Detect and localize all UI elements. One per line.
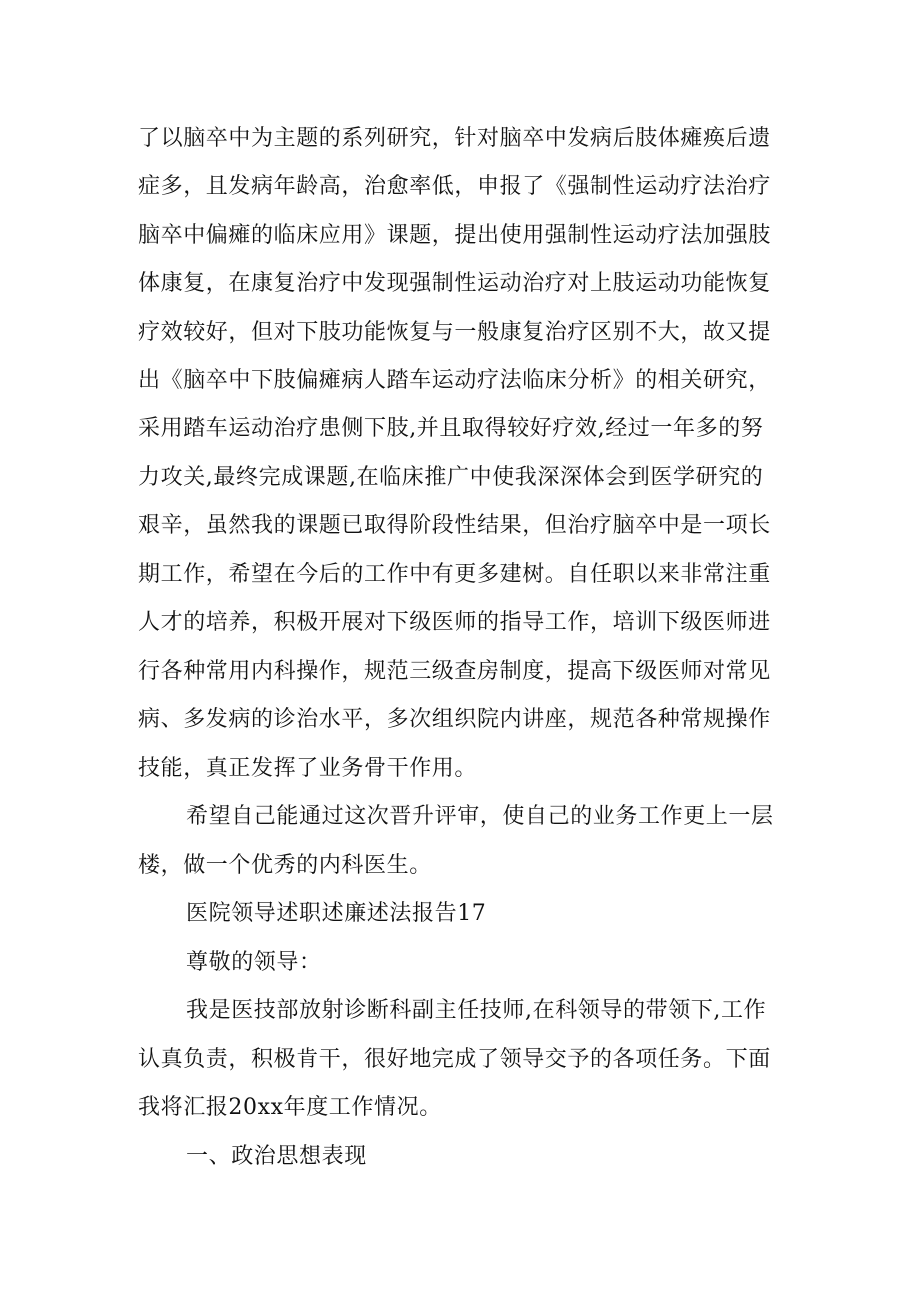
text-line: 艰辛，虽然我的课题已取得阶段性结果，但治疗脑卒中是一项长: [138, 513, 771, 538]
text-line: 脑卒中偏瘫的临床应用》课题，提出使用强制性运动疗法加强肢: [138, 223, 771, 248]
text-line: 病、多发病的诊治水平，多次组织院内讲座，规范各种常规操作: [138, 707, 771, 732]
text-line: 疗效较好，但对下肢功能恢复与一般康复治疗区别不大，故又提: [138, 320, 771, 345]
text-line: 技能，真正发挥了业务骨干作用。: [138, 756, 478, 781]
text-line: 人才的培养，积极开展对下级医师的指导工作，培训下级医师进: [138, 610, 771, 635]
salutation: 尊敬的领导：: [186, 950, 322, 975]
text-line: 认真负责，积极肯干，很好地完成了领导交予的各项任务。下面: [138, 1047, 771, 1072]
text-line: 楼，做一个优秀的内科医生。: [138, 853, 432, 878]
text-line: 出《脑卒中下肢偏瘫病人踏车运动疗法临床分析》的相关研究，: [138, 368, 771, 393]
text-line: 了以脑卒中为主题的系列研究，针对脑卒中发病后肢体瘫痪后遗: [138, 126, 771, 151]
section-heading: 一、政治思想表现: [186, 1144, 367, 1169]
text-line: 采用踏车运动治疗患侧下肢,并且取得较好疗效,经过一年多的努: [138, 416, 764, 441]
report-title: 医院领导述职述廉述法报告17: [186, 901, 487, 926]
text-line: 我将汇报20xx年度工作情况。: [138, 1095, 442, 1120]
text-line: 症多，且发病年龄高，治愈率低，申报了《强制性运动疗法治疗: [138, 174, 771, 199]
text-line: 体康复，在康复治疗中发现强制性运动治疗对上肢运动功能恢复: [138, 271, 771, 296]
text-line: 期工作，希望在今后的工作中有更多建树。自任职以来非常注重: [138, 562, 771, 587]
text-line: 希望自己能通过这次晋升评审，使自己的业务工作更上一层: [186, 804, 774, 829]
text-line: 行各种常用内科操作，规范三级查房制度，提高下级医师对常见: [138, 659, 771, 684]
text-line: 力攻关,最终完成课题,在临床推广中使我深深体会到医学研究的: [138, 465, 764, 490]
text-line: 我是医技部放射诊断科副主任技师,在科领导的带领下,工作: [186, 998, 767, 1023]
